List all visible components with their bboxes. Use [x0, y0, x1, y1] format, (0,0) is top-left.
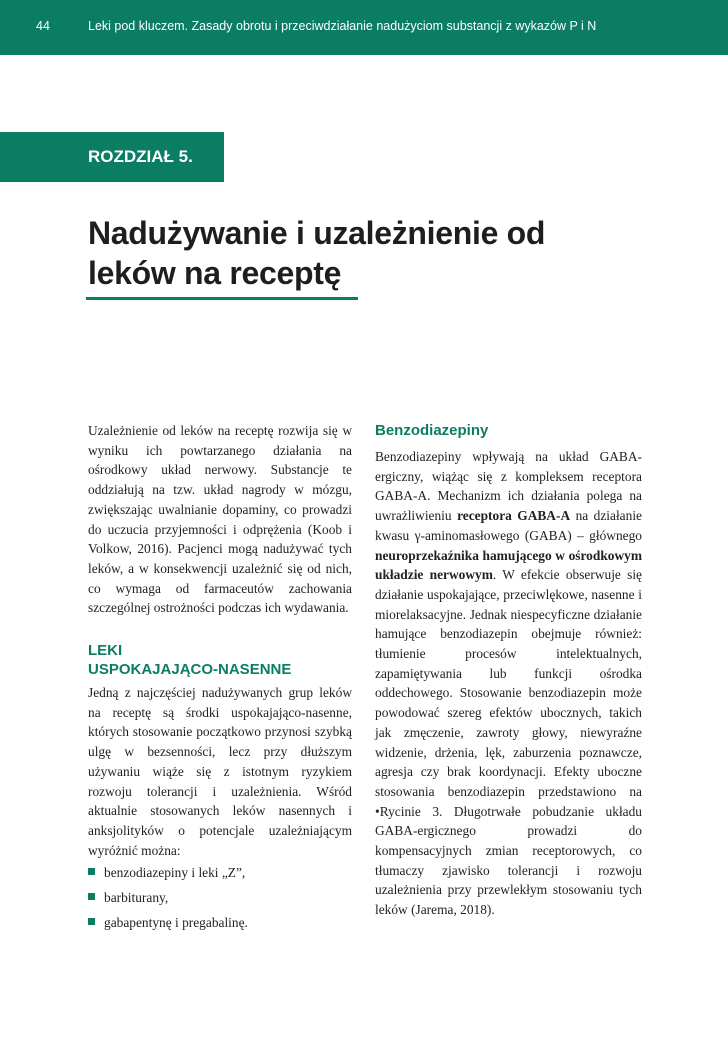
- section-heading-line-2: USPOKAJAJĄCO-NASENNE: [88, 661, 292, 679]
- section-heading-line-1: LEKI: [88, 642, 123, 660]
- title-underline: [86, 297, 358, 300]
- list-item: gabapentynę i pregabalinę.: [88, 910, 352, 935]
- bold-term-receptor: receptora GABA-A: [457, 508, 571, 524]
- chapter-label-banner: [0, 132, 224, 182]
- section-heading: [88, 641, 352, 679]
- section-paragraph: Jedną z najczęściej nadużywanych grup leków na receptę są środki uspokajająco-nasenne, których stosowanie początkowo przynosi szybką ulgę w bezsenności, lecz przy dłuższym używaniu wiąże się z istotnym ryzykiem rozwoju tolerancji i uzależnienia. Wśród aktualnie stosowanych leków nasennych i anksjolityków o potencjale uzależniającym wyróżnić można:: [88, 685, 352, 858]
- text-run: na działanie kwasu γ-aminomasłowego (GABA) – głównego: [375, 508, 642, 543]
- bullet-list: [88, 860, 352, 935]
- intro-paragraph: Uzależnienie od leków na receptę rozwija się w wyniku ich powtarzanego działania na ośrodkowy układ nerwowy. Substancje te oddziałują na tzw. układ nagrody w mózgu, zwiększając uwalnianie dopaminy, co prowadzi do uczucia przyjemności i odprężenia (Koob i Volkow, 2016). Pacjenci mogą nadużywać tych leków, a w konsekwencji uzależnić się od nich, co wymaga od farmaceutów zachowania szczególnej ostrożności podczas ich wydawania.: [88, 423, 352, 616]
- page-title-line-1: Nadużywanie i uzależnienie od: [88, 215, 546, 251]
- benzodiazepines-paragraph: [375, 447, 642, 920]
- running-title: Leki pod kluczem. Zasady obrotu i przeciwdziałanie nadużyciom substancji z wykazów P i N: [88, 19, 597, 33]
- chapter-label: ROZDZIAŁ 5.: [88, 147, 193, 166]
- list-item: benzodiazepiny i leki „Z”,: [88, 860, 352, 885]
- text-run: . W efekcie obserwuje się działanie uspokajające, przeciwlękowe, nasenne i miorelaksacyjne. Jednak niespecyficzne działanie hamujące benzodiazepin obejmuje również: tłumienie procesów intelektualnych, zapamiętywania lub funkcji ośrodka oddechowego. Stosowanie benzodiazepin może powodować szereg efektów ubocznych, takich jak zmęczenie, zawroty głowy, niewyraźne widzenie, drżenia, lęk, zaburzenia poznawcze, agresja czy brak koordynacji. Efekty uboczne stosowania benzodiazepin przedstawiono na •Rycinie 3. Długotrwałe pobudzanie układu GABA-ergicznego prowadzi do kompensacyjnych zmian receptorowych, co tłumaczy zjawisko tolerancji i rozwoju uzależnienia przy przewlekłym stosowaniu tych leków (Jarema, 2018).: [375, 567, 642, 918]
- left-column: [88, 421, 352, 935]
- benzodiazepines-heading: Benzodiazepiny: [375, 422, 489, 439]
- bold-term-neurotransmitter: neuroprzekaźnika hamującego w ośrodkowym układzie nerwowym: [375, 547, 642, 583]
- page-title: [88, 213, 648, 293]
- running-header: [0, 0, 728, 55]
- text-run: Benzodiazepiny wpływają na układ GABA-ergiczny, wiążąc się z kompleksem receptora GABA-A. Mechanizm ich działania polega na uwrażliwieniu: [375, 449, 642, 524]
- page-number: 44: [36, 19, 50, 33]
- list-item: barbiturany,: [88, 885, 352, 910]
- page-title-line-2: leków na receptę: [88, 255, 342, 291]
- right-column: [375, 421, 642, 920]
